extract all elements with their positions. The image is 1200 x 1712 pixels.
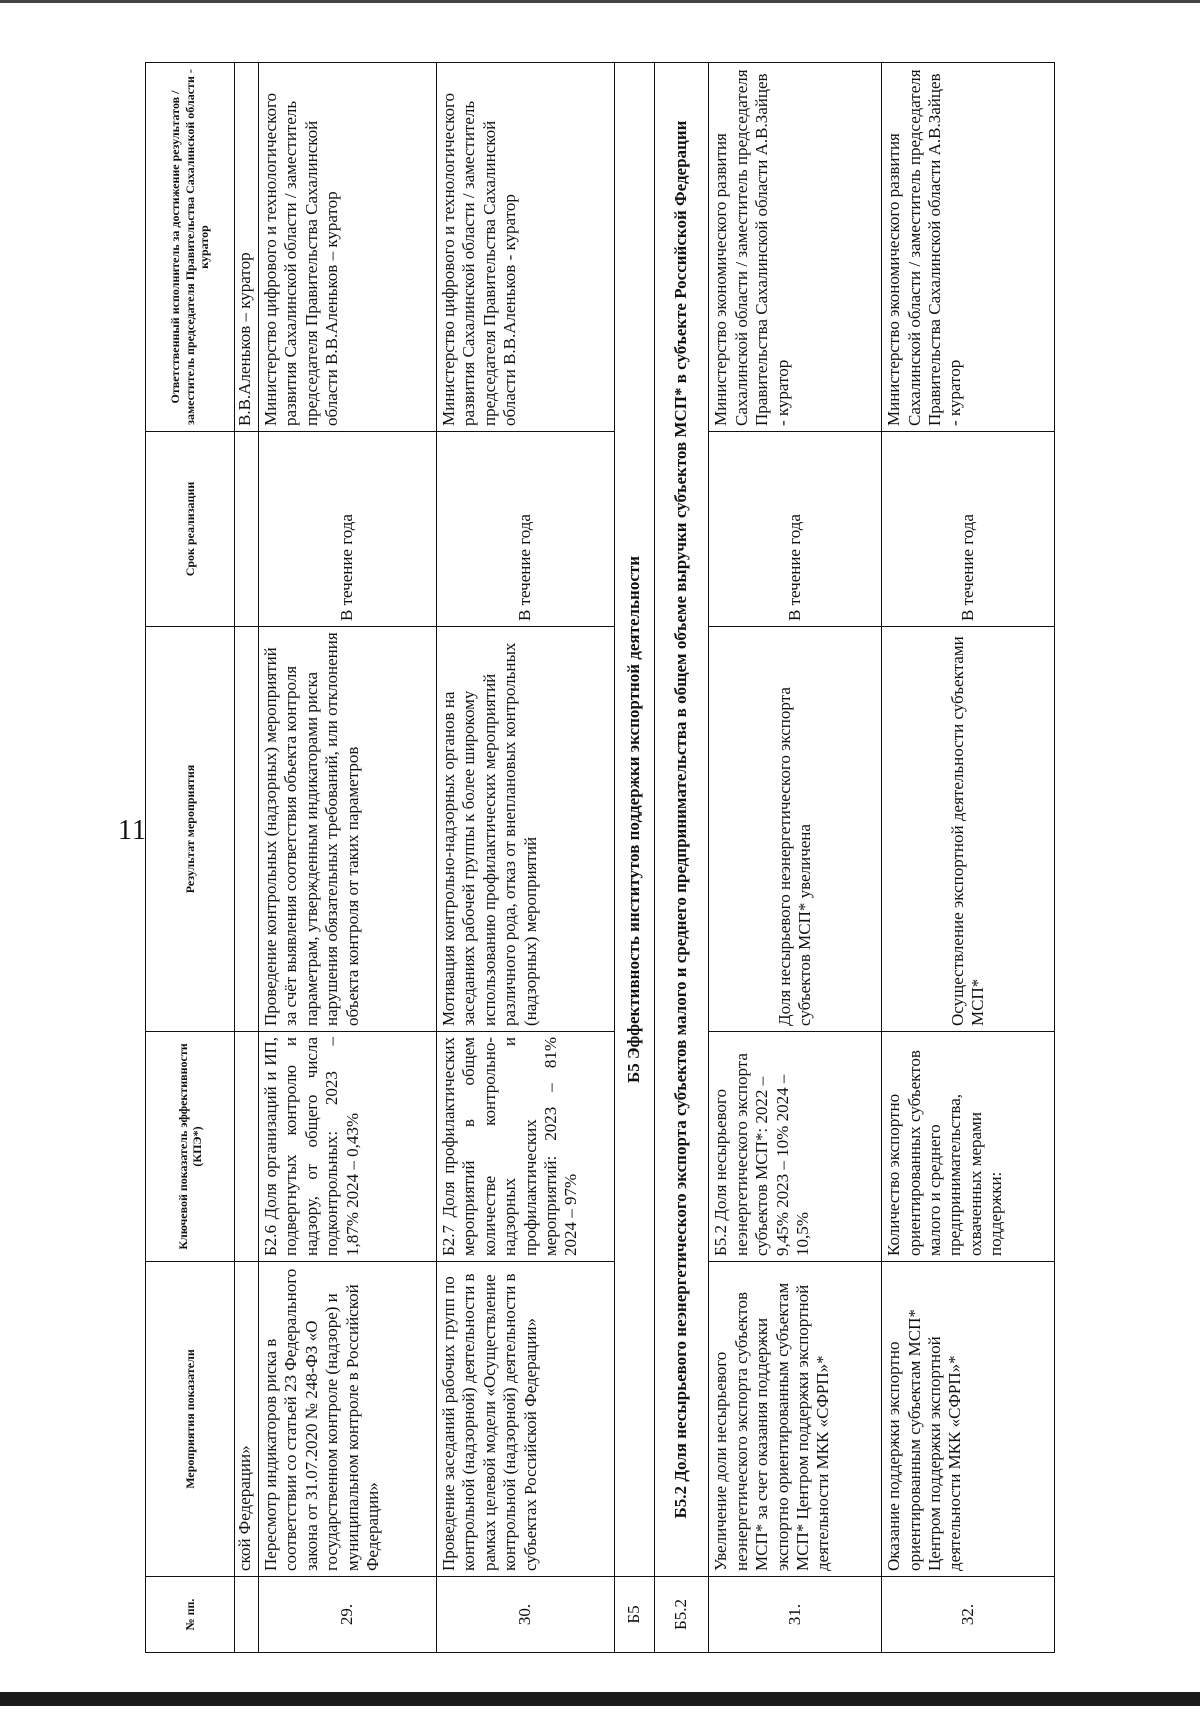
row-event: Увеличение доли несырьевого неэнергетического экспорта субъектов МСП* за счет оказания поддержки экспортно ориентированным субъектам МСП* Центром поддержки экспортной деятельности МКК «СФРП»* <box>709 1262 882 1577</box>
section-row-b52 <box>654 63 708 1653</box>
continuation-num <box>235 1577 259 1653</box>
row-number: 29. <box>259 1577 437 1653</box>
section-b52-code: Б5.2 <box>654 1577 708 1653</box>
row-result: Мотивация контрольно-надзорных органов на заседаниях рабочей группы к более широкому использованию профилактических мероприятий различного рода, отказ от внеплановых контрольных (надзорных) мероприятий <box>437 627 615 1032</box>
row-responsible: Министерство цифрового и технологического развития Сахалинской области / заместитель председателя Правительства Сахалинской области В.В.Аленьков - куратор <box>437 63 615 432</box>
table-row <box>259 63 437 1653</box>
row-responsible: Министерство цифрового и технологического развития Сахалинской области / заместитель председателя Правительства Сахалинской области В.В.Аленьков – куратор <box>259 63 437 432</box>
row-kpi: Б5.2 Доля несырьевого неэнергетического экспорта субъектов МСП*: 2022 – 9,45% 2023 – 10% 2024 – 10,5% <box>709 1032 882 1262</box>
row-term: В течение года <box>259 432 437 627</box>
header-kpi: Ключевой показатель эффективности (КПЭ*) <box>146 1032 235 1262</box>
section-row-b5 <box>615 63 655 1653</box>
scan-edge-bottom <box>0 1692 1200 1706</box>
row-term: В течение года <box>709 432 882 627</box>
continuation-responsible: В.В.Аленьков – куратор <box>235 63 259 432</box>
row-event: Проведение заседаний рабочих групп по контрольной (надзорной) деятельности в рамках целевой модели «Осуществление контрольной (надзорной) деятельности в субъектах Российской Федерации» <box>437 1262 615 1577</box>
header-term: Срок реализации <box>146 432 235 627</box>
row-result: Осуществление экспортной деятельности субъектами МСП* <box>882 627 1055 1032</box>
row-result: Проведение контрольных (надзорных) мероприятий за счёт выявления соответствия объекта контроля параметрам, утвержденным индикаторами риска нарушения обязательных требований, или отклонения объекта контроля от таких параметров <box>259 627 437 1032</box>
scan-edge-top <box>0 0 1200 3</box>
row-event: Оказание поддержки экспортно ориентированным субъектам МСП* Центром поддержки экспортной деятельности МКК «СФРП»* <box>882 1262 1055 1577</box>
row-term: В течение года <box>437 432 615 627</box>
row-kpi: Б2.6 Доля организаций и ИП, подвергнутых контролю и надзору, от общего числа подконтрольных: 2023 – 1,87% 2024 – 0,43% <box>259 1032 437 1262</box>
row-responsible: Министерство экономического развития Сахалинской области / заместитель председателя Правительства Сахалинской области А.В.Зайцев - куратор <box>709 63 882 432</box>
header-row <box>146 63 235 1653</box>
action-plan-table <box>145 62 1055 1653</box>
row-number: 31. <box>709 1577 882 1653</box>
table-row <box>437 63 615 1653</box>
continuation-row <box>235 63 259 1653</box>
table-row <box>709 63 882 1653</box>
header-responsible: Ответственный исполнитель за достижение результатов / заместитель председателя Правительства Сахалинской области - куратор <box>146 63 235 432</box>
section-b5-title: Б5 Эффективность институтов поддержки экспортной деятельности <box>615 63 655 1577</box>
row-kpi: Количество экспортно ориентированных субъектов малого и среднего предпринимательства, охваченных мерами поддержки: <box>882 1032 1055 1262</box>
header-event: Мероприятия показатели <box>146 1262 235 1577</box>
rotated-table-wrapper <box>145 63 1055 1653</box>
row-responsible: Министерство экономического развития Сахалинской области / заместитель председателя Правительства Сахалинской области А.В.Зайцев - куратор <box>882 63 1055 432</box>
continuation-event: ской Федерации» <box>235 1262 259 1577</box>
row-term: В течение года <box>882 432 1055 627</box>
page-number: 11 <box>118 815 147 846</box>
row-number: 30. <box>437 1577 615 1653</box>
section-b5-code: Б5 <box>615 1577 655 1653</box>
section-b52-title: Б5.2 Доля несырьевого неэнергетического экспорта субъектов малого и среднего предпринимательства в общем объеме выручки субъектов МСП* в субъекте Российской Федерации <box>654 63 708 1577</box>
continuation-result <box>235 627 259 1032</box>
table-row <box>882 63 1055 1653</box>
row-kpi: Б2.7 Доля профилактических мероприятий в общем количестве контрольно-надзорных и профилактических мероприятий: 2023 – 81% 2024 – 97% <box>437 1032 615 1262</box>
row-event: Пересмотр индикаторов риска в соответствии со статьей 23 Федерального закона от 31.07.2020 № 248-ФЗ «О государственном контроле (надзоре) и муниципальном контроле в Российской Федерации» <box>259 1262 437 1577</box>
header-result: Результат мероприятия <box>146 627 235 1032</box>
continuation-kpi <box>235 1032 259 1262</box>
row-result: Доля несырьевого неэнергетического экспорта субъектов МСП* увеличена <box>709 627 882 1032</box>
header-num: № пп. <box>146 1577 235 1653</box>
row-number: 32. <box>882 1577 1055 1653</box>
continuation-term <box>235 432 259 627</box>
